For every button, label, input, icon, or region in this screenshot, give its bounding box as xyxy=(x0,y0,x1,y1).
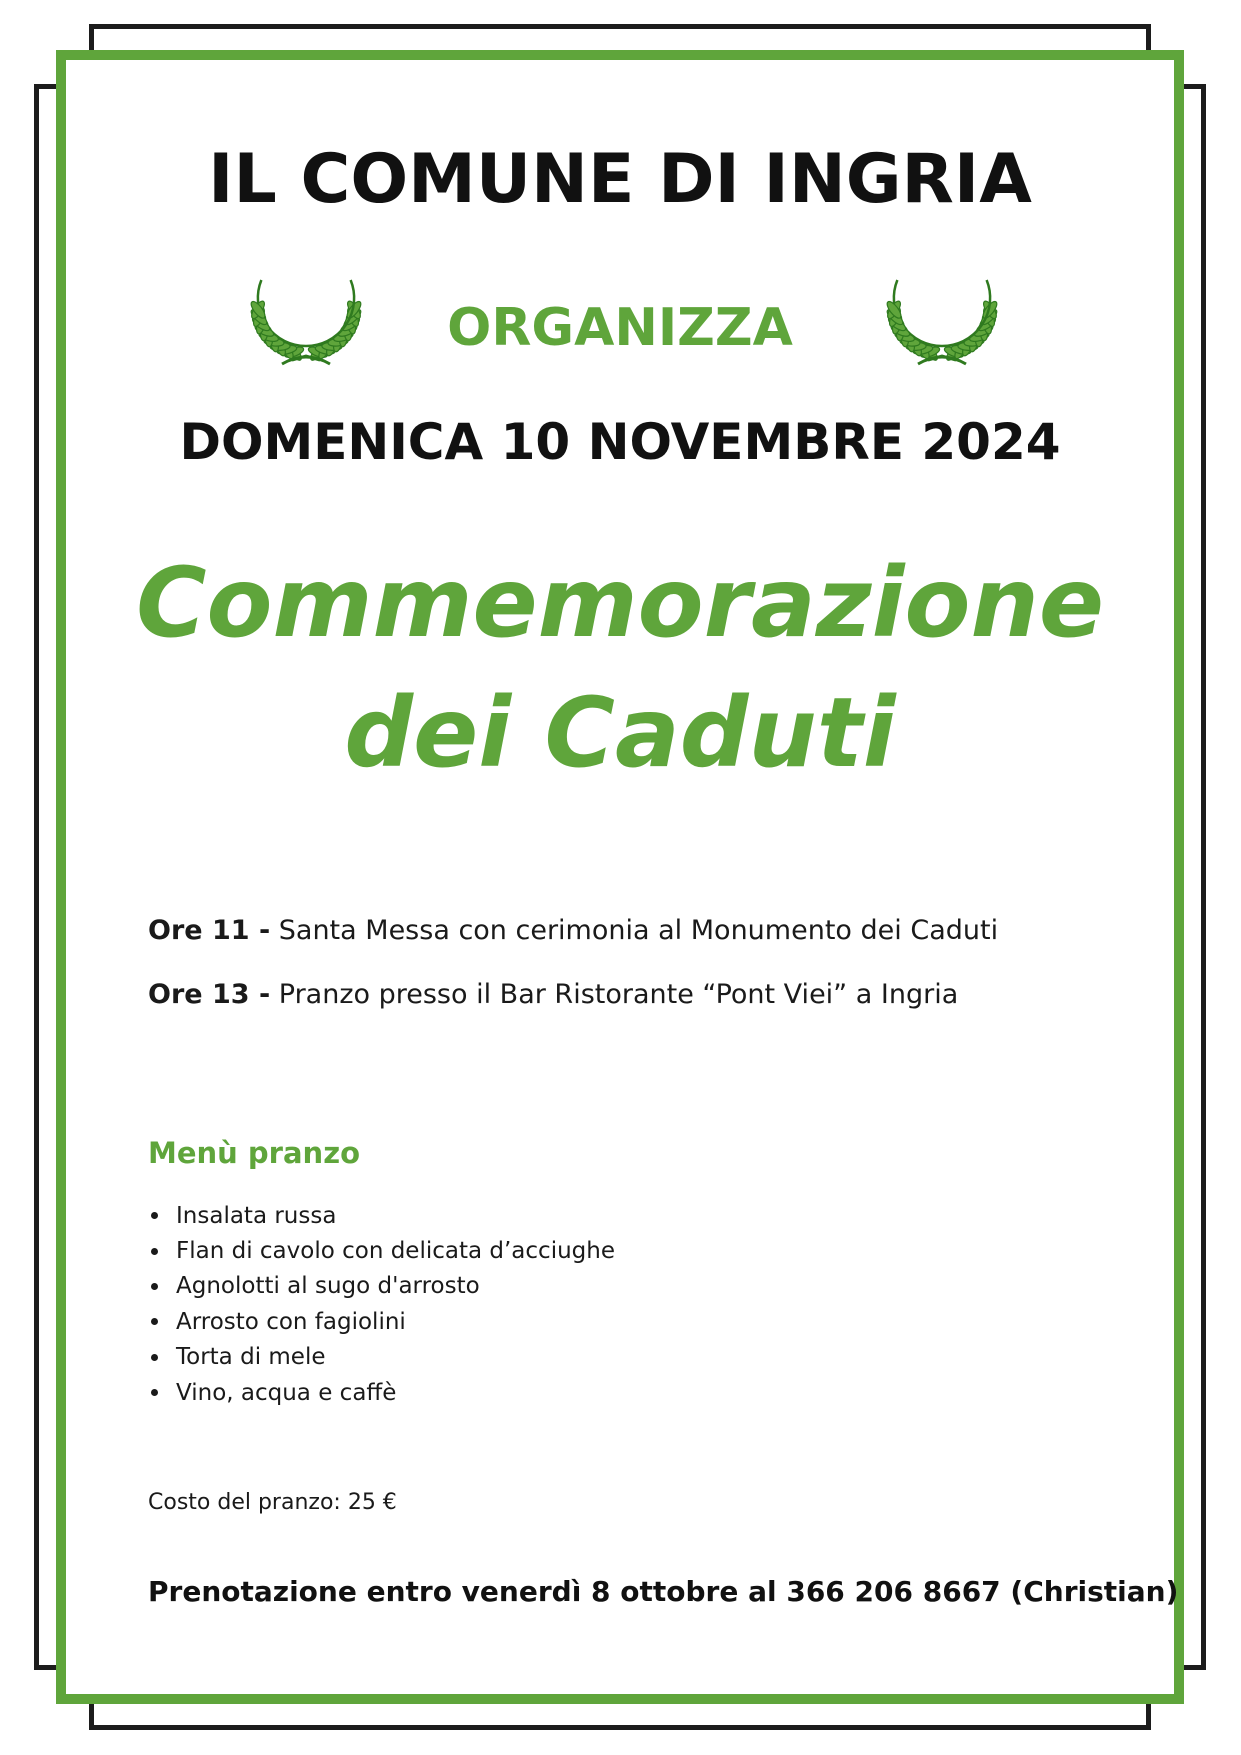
list-item xyxy=(148,1233,615,1268)
bullet-icon xyxy=(151,1283,158,1290)
lunch-cost: Costo del pranzo: 25 € xyxy=(148,1490,397,1515)
menu-item-label: Arrosto con fagiolini xyxy=(176,1308,406,1335)
menu-item-label: Vino, acqua e caffè xyxy=(176,1379,397,1406)
bullet-icon xyxy=(151,1212,158,1219)
schedule-text: Pranzo presso il Bar Ristorante “Pont Viei” a Ingria xyxy=(278,979,959,1010)
menu-item-label: Insalata russa xyxy=(176,1202,337,1229)
schedule-time: Ore 11 - xyxy=(148,915,271,946)
schedule-text: Santa Messa con cerimonia al Monumento dei Caduti xyxy=(278,915,999,946)
schedule-item xyxy=(148,979,1174,1043)
schedule-time: Ore 13 - xyxy=(148,979,271,1010)
bullet-icon xyxy=(151,1248,158,1255)
organizza-label: ORGANIZZA xyxy=(447,298,793,358)
schedule xyxy=(148,915,1174,1043)
list-item xyxy=(148,1198,615,1233)
list-item xyxy=(148,1269,615,1304)
menu-list xyxy=(148,1198,615,1410)
list-item xyxy=(148,1304,615,1339)
poster-content xyxy=(66,60,1179,1694)
menu-item-label: Torta di mele xyxy=(176,1344,326,1371)
booking-info: Prenotazione entro venerdì 8 ottobre al 366 206 8667 (Christian) xyxy=(148,1575,1179,1608)
list-item xyxy=(148,1340,615,1375)
bullet-icon xyxy=(151,1318,158,1325)
event-date: DOMENICA 10 NOVEMBRE 2024 xyxy=(179,413,1061,471)
laurel-wreath-icon xyxy=(878,260,1006,372)
bullet-icon xyxy=(151,1389,158,1396)
page-title: IL COMUNE DI INGRIA xyxy=(208,140,1032,219)
list-item xyxy=(148,1375,615,1410)
organizza-row xyxy=(66,260,1174,390)
schedule-item xyxy=(148,915,1174,979)
headline-line-2: dei Caduti xyxy=(344,677,896,789)
menu-item-label: Agnolotti al sugo d'arrosto xyxy=(176,1273,480,1300)
headline-line-1: Commemorazione xyxy=(136,547,1104,659)
event-headline xyxy=(66,538,1174,798)
bullet-icon xyxy=(151,1354,158,1361)
menu-item-label: Flan di cavolo con delicata d’acciughe xyxy=(176,1238,615,1265)
menu-title: Menù pranzo xyxy=(148,1136,360,1170)
